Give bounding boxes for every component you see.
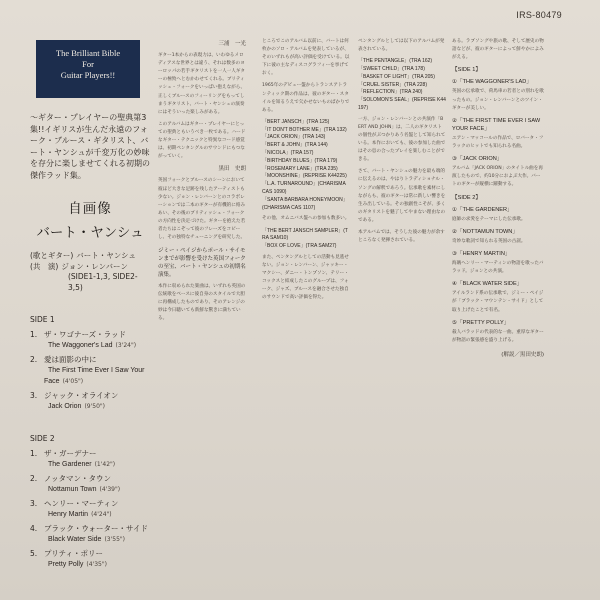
- credit-guest-value: ジョン・レンバーン: [61, 261, 128, 271]
- track-number: 1.: [30, 449, 38, 458]
- track-title-jp: ザ・ガーデナー: [44, 449, 97, 458]
- liner-notes-column-3: [358, 38, 446, 578]
- liner-notes-column-2: [262, 38, 350, 538]
- track-number: 2.: [30, 474, 38, 483]
- track-duration: (4'24"): [91, 511, 112, 518]
- track-note-heading: ②「THE FIRST TIME EVER I SAW YOUR FACE」: [452, 117, 541, 132]
- credit-vocal: [30, 251, 150, 262]
- track-duration: (3'55"): [104, 536, 125, 543]
- side-heading: 【SIDE 2】: [452, 194, 481, 201]
- banner-line-3: Guitar Players!!: [60, 70, 116, 80]
- track-note-heading: ⑤「PRETTY POLLY」: [452, 319, 510, 326]
- liner-notes-column-4: [452, 38, 544, 568]
- track-note-heading: ①「THE WAGGONER'S LAD」: [452, 79, 532, 86]
- track-list-item: [30, 330, 150, 351]
- credit-vocal-value: バート・ヤンシュ: [76, 251, 136, 260]
- track-note-heading: ④「BLACK WATER SIDE」: [452, 281, 523, 288]
- author-byline: 三浦 一光: [218, 41, 246, 47]
- track-duration: (9'50"): [84, 403, 106, 410]
- album-title: 自画像: [68, 201, 112, 217]
- track-note: アルバム「JACK ORION」のタイトル曲を再演したもので、約10分におよぶ大作。バートのギターが縦横に躍動する。: [452, 166, 543, 188]
- track-title-en: Henry Martin: [48, 511, 89, 518]
- track-list-item: [30, 449, 150, 470]
- track-list-item: [30, 499, 150, 520]
- track-title-en: Pretty Polly: [48, 561, 84, 568]
- track-list-item: [30, 355, 150, 387]
- liner-notes-column-1: [158, 38, 246, 578]
- sampler-list: 「THE BERT JANSCH SAMPLER」(TRA SAM10) 「BOX OF LOVE」(TRA SAM27): [262, 227, 348, 250]
- track-number: 3.: [30, 391, 38, 400]
- track-note: 奇妙な歌詞で知られる英国の古謡。: [452, 238, 526, 244]
- track-duration: (3'24"): [115, 342, 137, 349]
- track-list-item: [30, 549, 150, 570]
- credits: [30, 251, 150, 293]
- body-paragraph: また、ペンタングルとしての活動も見逃せない。ジョン・レンバーン、ジャッキー・マクシー、ダニー・トンプソン、テリー・コックスと結成したこのグループは、フォーク、ジャズ、ブルースを融合させた独自のサウンドで高い評価を得た。: [262, 254, 349, 301]
- body-paragraph: さて、バート・ヤンシュの魅力を最も端的に伝えるのは、やはりトラディショナル・ソングの解釈であろう。伝承歌を素材にしながらも、彼のギターは常に新しい響きを生み出している。その独創性こそが、多くのギタリストを魅了してやまない理由なのである。: [358, 169, 446, 223]
- track-number: 1.: [30, 330, 38, 339]
- credit-vocal-label: (歌とギター): [30, 251, 74, 260]
- track-title-en: The Gardener: [48, 461, 92, 468]
- track-title-en: Nottamun Town: [48, 486, 97, 493]
- track-note: 海賊ヘンリー・マーティンの物語を歌ったバラッド。ジョンとの共演。: [452, 261, 544, 275]
- tagline: 〜ギター・プレイヤーの聖典第3集!!イギリスが生んだ永遠のフォーク・ブルース・ギタリスト、バート・ヤンシュが千変万化の妙味を存分に楽しませてくれる初期の傑作ラッド集。: [30, 113, 150, 180]
- author-byline: 黒田 史朗: [218, 166, 246, 173]
- track-title-jp: ザ・ワゴナーズ・ラッド: [44, 330, 126, 339]
- body-paragraph: 1965年のデビュー盤からトランスアトランティック期の作品は、彼のギター・スタイルを知るうえで欠かせないものばかりである。: [262, 83, 350, 113]
- track-number: 3.: [30, 499, 38, 508]
- track-number: 5.: [30, 549, 38, 558]
- side-heading: 【SIDE 1】: [452, 67, 481, 74]
- section-heading: ジミー・ペイジからポール・サイモンまでが影響を受けた英国フォークの至宝、バート・ヤンシュの初期名演集。: [158, 248, 246, 279]
- track-duration: (4'35"): [86, 561, 107, 568]
- credit-guest-note: (SIDE1-1,3, SIDE2-3,5): [68, 272, 138, 292]
- body-paragraph: その他、オムニバス盤への参加も数多い。: [262, 216, 350, 222]
- banner-line-2: For: [82, 59, 94, 69]
- track-title-en: Black Water Side: [48, 536, 102, 543]
- banner-line-1: The Brilliant Bible: [55, 48, 121, 58]
- track-title-jp: ジャック・オライオン: [44, 391, 119, 400]
- body-paragraph: 英国フォークとブルースのシーンにおいて彼ほど大きな足跡を残したアーティストも少ない。ジョン・レンバーンとのコラボレーションでは二本のギターが有機的に絡みあい、その後のブリティッシュ・フォークの方向性を決定づけた。ギターを抱えた若者たちはこぞって彼のフレーズをコピーし、その独特なチューニングを研究した。: [158, 178, 246, 241]
- track-duration: (4'05"): [62, 378, 84, 385]
- track-duration: (4'39"): [99, 486, 121, 493]
- side2-label: SIDE 2: [30, 434, 55, 443]
- title-block: [30, 197, 150, 241]
- commentary-credit: (解説／黒田史朗): [501, 351, 544, 358]
- track-note-heading: ②「NOTTAMUN TOWN」: [452, 228, 518, 235]
- track-list-item: [30, 524, 150, 545]
- track-list-item: [30, 474, 150, 495]
- track-title-jp: ヘンリー・マーティン: [44, 499, 119, 508]
- track-note: 庭師の求愛をテーマにした伝承歌。: [452, 216, 526, 222]
- body-paragraph: ペンタングルとしては以下のアルバムが発表されている。: [358, 39, 445, 53]
- brilliant-bible-banner: [36, 40, 140, 98]
- discography-list: 「BERT JANSCH」(TRA 125) 「IT DON'T BOTHER ME」(TRA 132) 「JACK ORION」(TRA 143) 「BERT & JOHN」(TRA 144) 「NICOLA」(TRA 157) 「BIRTHDAY BLUES」(TRA 179) 「ROSEMARY LANE」(TRA 235) 「MOONSHINE」(REPRISE K44225) 「L.A. TURNAROUND」(CHARISMA CAS 1090) 「SANTA BARBARA HONEYMOON」(CHARISMA CAS 1107): [262, 118, 348, 211]
- track-number: 4.: [30, 524, 38, 533]
- body-paragraph: このアルバムはギター・プレイヤーにとっての聖典ともいうべき一枚である。ハードなギター・テクニックと特異なコード感覚は、初期ペンタングルのサウンドにもつながっていく。: [158, 121, 246, 160]
- body-paragraph: ところでこのアルバム以前に、バートは何枚かのソロ・アルバムを発表しているが、そのいずれもが高い評価を受けている。以下に彼の主なディスコグラフィーを挙げておく。: [262, 39, 350, 77]
- track-title-jp: ブラック・ウォーター・サイド: [44, 524, 149, 533]
- track-note-heading: ③「HENRY MARTIN」: [452, 250, 511, 257]
- side1-label: SIDE 1: [30, 315, 55, 324]
- track-title-jp: 愛は面影の中に: [44, 355, 97, 364]
- track-number: 2.: [30, 355, 38, 364]
- track-list-item: [30, 391, 150, 412]
- left-panel: [30, 40, 150, 574]
- track-note: アイルランド系の伝承歌で、ジミー・ペイジが「ブラック・マウンテン・サイド」として取り上げたことで有名。: [452, 291, 544, 313]
- track-note: ユアン・マッコールの作品で、ロバータ・フラックのヒットでも知られる名曲。: [452, 135, 544, 150]
- track-title-jp: ノッタマン・タウン: [44, 474, 111, 483]
- track-note-heading: ①「THE GARDENER」: [452, 206, 513, 213]
- track-title-en: The First Time Ever I Saw Your Face: [44, 367, 145, 385]
- track-note: 殺人バラッドの代表的な一曲。重厚なギターが物語の緊張感を盛り上げる。: [452, 329, 544, 343]
- track-title-en: The Waggoner's Lad: [48, 342, 113, 349]
- pentangle-discography-list: 「THE PENTANGLE」(TRA 162) 「SWEET CHILD」(TRA 178) 「BASKET OF LIGHT」(TRA 205) 「CRUEL SISTER」(TRA 228) 「REFLECTION」(TRA 240) 「SOLOMON'S SEAL」(REPRISE K44197): [358, 58, 446, 111]
- body-paragraph: ある。ラブソングや旅の歌、そして歴史の物語などが、彼のギターによって鮮やかによみがえる。: [452, 39, 544, 61]
- track-note-heading: ③「JACK ORION」: [452, 156, 503, 163]
- body-paragraph: 一方、ジョン・レンバーンとの共演作「BERT AND JOHN」は、二人のギタリストの個性がぶつかりあう名盤として知られている。本作においても、彼の参加した曲ではその息の合ったプレイを楽しむことができる。: [358, 116, 446, 163]
- track-title-jp: プリティ・ポリー: [44, 549, 103, 558]
- credit-guest-label: (共 演): [30, 261, 59, 271]
- catalog-number: IRS-80479: [516, 10, 562, 20]
- track-duration: (1'42"): [94, 461, 116, 468]
- artist-title: バート・ヤンシュ: [36, 225, 144, 241]
- credit-guest: [30, 262, 150, 273]
- body-paragraph: 本アルバムでは、そうした彼の魅力が余すところなく発揮されている。: [358, 229, 445, 244]
- body-paragraph: 本作に収められた楽曲は、いずれも英国の伝統歌をベースに彼自身のスタイルで大胆に再構成したものであり、そのアレンジの妙は今日聴いても新鮮な驚きに満ちている。: [158, 283, 246, 321]
- body-paragraph: ギター1本からの表現力は、いわゆるメロディアスな世界とは違う、それは数多のヨーロッパの若手ギタリストを一人一人ギターの極致へとむかわせてくれる。ブリティッシュ・フォークをいっぱい抱えながら、正しくブルースのフィーリングをもってしまうギタリスト、バート・ヤンシュの演奏にはそういった楽しみがある。: [158, 53, 246, 115]
- track-note: 英国の伝承歌で、荷馬車の若者との別れを歌ったもの。ジョン・レンバーンとのツイン・ギターが美しい。: [452, 89, 544, 111]
- track-title-en: Jack Orion: [48, 403, 82, 410]
